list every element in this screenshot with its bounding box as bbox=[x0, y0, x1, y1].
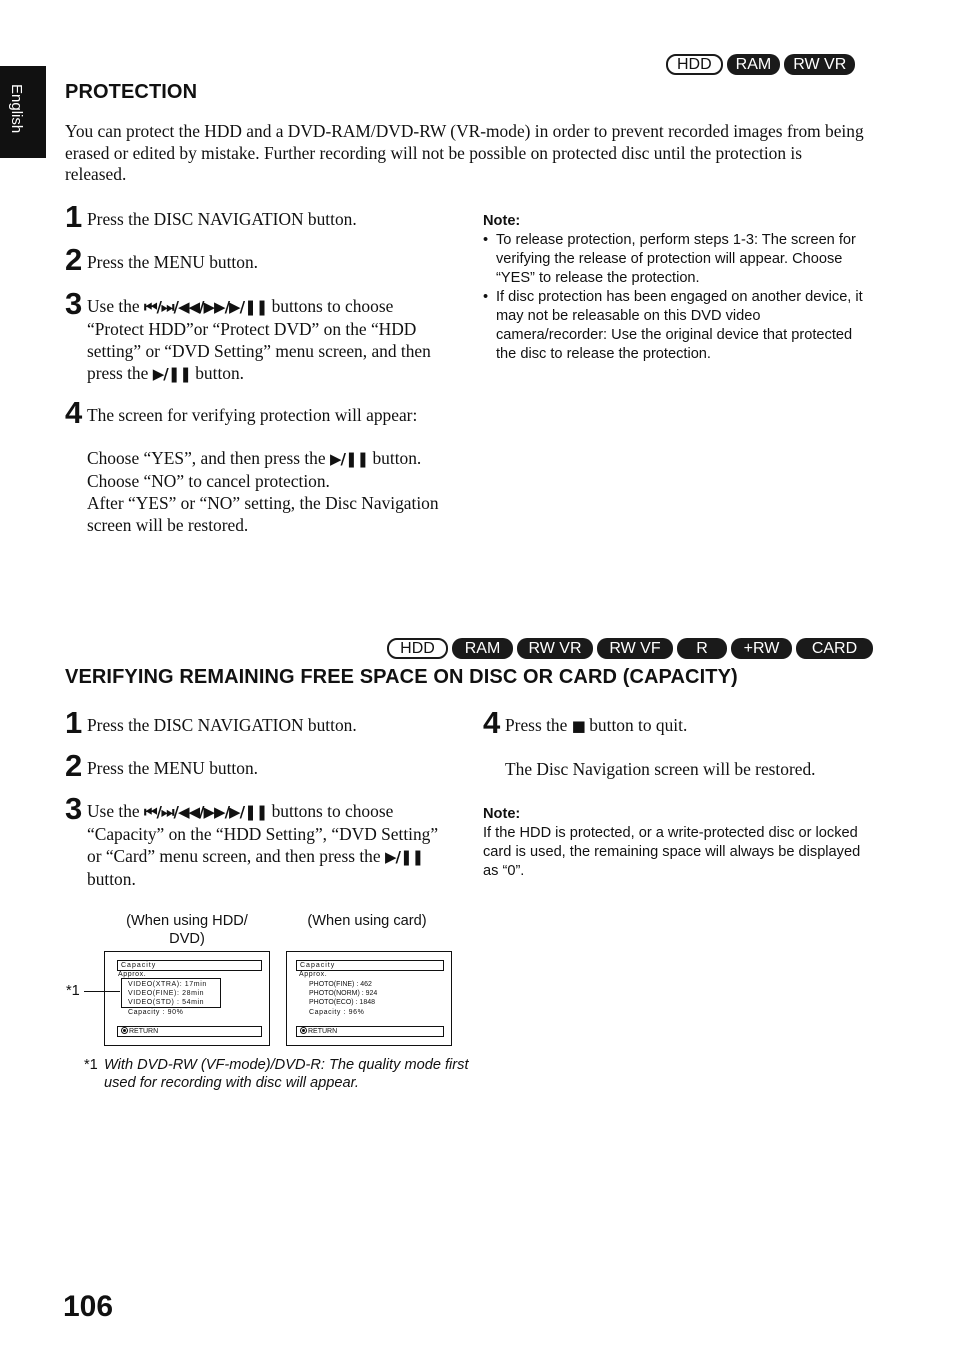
protection-step-3 bbox=[65, 286, 445, 385]
media-badges-capacity bbox=[387, 638, 873, 659]
screen-line: PHOTO(NORM) : 924 bbox=[309, 990, 378, 997]
play-pause-icon: ▶/❚❚ bbox=[329, 450, 369, 468]
step-text: Press the DISC NAVIGATION button. bbox=[87, 715, 357, 735]
step-number: 3 bbox=[65, 286, 83, 321]
play-pause-icon: ▶/❚❚ bbox=[152, 365, 191, 383]
step-text-b: buttons to choose “Capacity” on the “HDD Setting”, “DVD Setting” or “Card” menu screen, and then press the bbox=[87, 801, 439, 866]
capacity-step-4 bbox=[483, 705, 883, 780]
step-text-c: button. bbox=[195, 363, 245, 383]
step-text-b: Choose “YES”, and then press the bbox=[87, 448, 326, 468]
step-text bbox=[505, 714, 883, 780]
badge-plus-rw: +RW bbox=[731, 638, 792, 659]
step-text: Press the MENU button. bbox=[87, 252, 259, 272]
screen-line: VIDEO(XTRA): 17min bbox=[128, 981, 207, 988]
return-icon bbox=[300, 1027, 307, 1034]
protection-intro: You can protect the HDD and a DVD-RAM/DVD-RW (VR-mode) in order to prevent recorded images from being erased or edited by mistake. Further recording will not be possible on protected disc until the protection is released. bbox=[65, 121, 864, 185]
stop-icon: ■ bbox=[571, 717, 585, 735]
step-text bbox=[87, 800, 445, 890]
screen-line: VIDEO(FINE): 28min bbox=[128, 990, 205, 997]
badge-ram: RAM bbox=[452, 638, 513, 659]
step-text-a: Press the bbox=[505, 715, 568, 735]
badge-r: R bbox=[677, 638, 727, 659]
protection-step-2 bbox=[65, 242, 445, 277]
step-text-c: button. bbox=[87, 869, 136, 889]
step-text-b: buttons to choose “Protect HDD”or “Protect DVD” on the “HDD setting” or “DVD Setting” menu screen, and then press the bbox=[87, 296, 431, 383]
language-label: English bbox=[8, 84, 25, 134]
capacity-step-3 bbox=[65, 791, 445, 890]
protection-step-4 bbox=[65, 395, 445, 536]
step-text bbox=[87, 404, 445, 536]
step-text-a: Use the bbox=[87, 296, 140, 316]
page-number: 106 bbox=[63, 1290, 114, 1323]
badge-card: CARD bbox=[796, 638, 873, 659]
protection-note bbox=[483, 212, 873, 364]
badge-ram: RAM bbox=[727, 54, 781, 75]
screen-return-bar bbox=[296, 1026, 444, 1037]
language-tab bbox=[0, 66, 46, 158]
step-text: Press the MENU button. bbox=[87, 758, 259, 778]
note-text: If the HDD is protected, or a write-protected disc or locked card is used, the remaining space will always be displayed as “0”. bbox=[483, 825, 861, 879]
screen-capacity-hdd bbox=[104, 951, 270, 1046]
step-number: 2 bbox=[65, 242, 83, 277]
screen-line: VIDEO(STD) : 54min bbox=[128, 999, 205, 1006]
step-number: 3 bbox=[65, 791, 83, 826]
caption-card: (When using card) bbox=[307, 913, 427, 929]
step-text: Press the DISC NAVIGATION button. bbox=[87, 209, 357, 229]
badge-hdd: HDD bbox=[666, 54, 723, 75]
step-number: 1 bbox=[65, 199, 83, 234]
section-title-protection: PROTECTION bbox=[65, 81, 198, 103]
protection-step-1 bbox=[65, 199, 445, 234]
badge-hdd: HDD bbox=[387, 638, 448, 659]
step-number: 4 bbox=[483, 705, 501, 740]
badge-rw-vr: RW VR bbox=[517, 638, 593, 659]
screen-approx: Approx. bbox=[118, 971, 147, 978]
step-text-a: Use the bbox=[87, 801, 140, 821]
step-text bbox=[87, 295, 445, 385]
callout-label: *1 bbox=[66, 983, 80, 999]
return-label: RETURN bbox=[308, 1028, 338, 1035]
capacity-step-2 bbox=[65, 748, 445, 783]
screen-title: Capacity bbox=[117, 960, 262, 971]
screen-line: PHOTO(FINE) : 462 bbox=[309, 981, 372, 988]
note-title: Note: bbox=[483, 806, 521, 822]
badge-rw-vf: RW VF bbox=[597, 638, 673, 659]
return-label: RETURN bbox=[129, 1028, 159, 1035]
nav-buttons-icon: ⏮/⏭/◀◀/▶▶/▶/❚❚ bbox=[144, 803, 268, 821]
step-text-b: button to quit. bbox=[589, 715, 688, 735]
step-number: 1 bbox=[65, 705, 83, 740]
screen-capacity: Capacity : 90% bbox=[128, 1009, 184, 1016]
step-text-c: The Disc Navigation screen will be restored. bbox=[505, 759, 816, 779]
capacity-step-1 bbox=[65, 705, 445, 740]
note-title: Note: bbox=[483, 213, 521, 229]
note-list bbox=[483, 231, 873, 364]
media-badges-protection bbox=[666, 54, 855, 75]
footnote-mark: *1 bbox=[84, 1057, 98, 1073]
screen-approx: Approx. bbox=[299, 971, 328, 978]
return-icon bbox=[121, 1027, 128, 1034]
play-pause-icon: ▶/❚❚ bbox=[384, 848, 424, 866]
screen-title: Capacity bbox=[296, 960, 444, 971]
step-text-d: Choose “NO” to cancel protection. bbox=[87, 471, 330, 491]
nav-buttons-icon: ⏮/⏭/◀◀/▶▶/▶/❚❚ bbox=[144, 298, 268, 316]
caption-hdd: (When using HDD/ DVD) bbox=[126, 913, 248, 947]
screen-capacity: Capacity : 96% bbox=[309, 1009, 365, 1016]
step-text-e: After “YES” or “NO” setting, the Disc Navigation screen will be restored. bbox=[87, 493, 439, 535]
badge-rw-vr: RW VR bbox=[784, 54, 855, 75]
step-number: 4 bbox=[65, 395, 83, 430]
footnote-text bbox=[104, 1056, 469, 1092]
screen-capacity-card bbox=[286, 951, 452, 1046]
step-text-c: button. bbox=[372, 448, 422, 468]
capacity-note bbox=[483, 805, 878, 881]
step-text-a: The screen for verifying protection will appear: bbox=[87, 405, 418, 425]
section-title-capacity: VERIFYING REMAINING FREE SPACE ON DISC OR CARD (CAPACITY) bbox=[65, 666, 738, 688]
screen-line: PHOTO(ECO) : 1848 bbox=[309, 999, 376, 1006]
footnote-text-content: With DVD-RW (VF-mode)/DVD-R: The quality mode first used for recording with disc will appear. bbox=[104, 1057, 469, 1091]
step-number: 2 bbox=[65, 748, 83, 783]
screen-return-bar bbox=[117, 1026, 262, 1037]
note-item: • To release protection, perform steps 1-3: The screen for verifying the release of protection will appear. Choose “YES” to release the protection. bbox=[483, 231, 873, 288]
note-item: • If disc protection has been engaged on another device, it may not be releasable on this DVD video camera/recorder: Use the original device that protected the disc to release the protection. bbox=[483, 288, 873, 364]
